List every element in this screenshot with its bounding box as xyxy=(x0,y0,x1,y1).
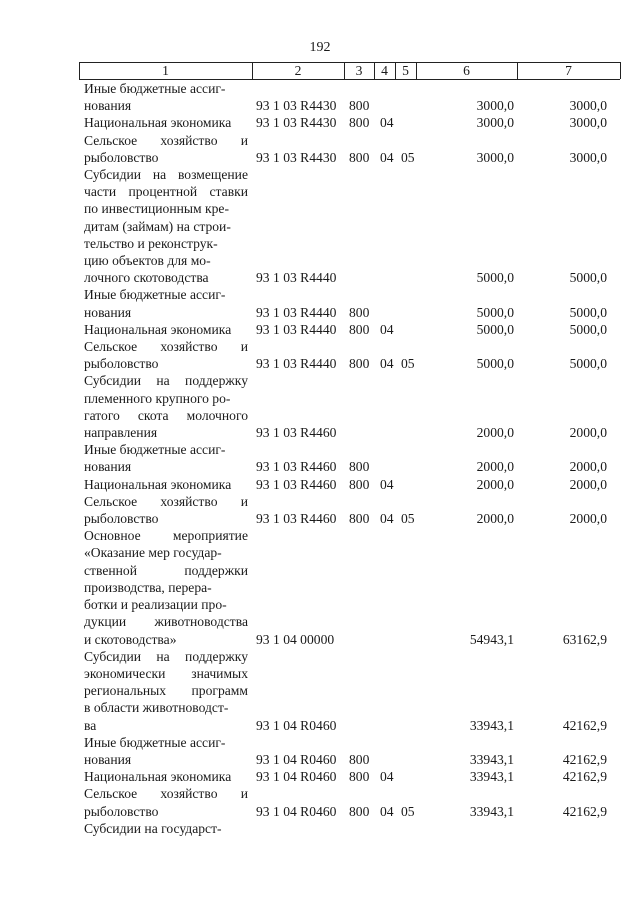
table-header xyxy=(79,62,620,79)
row-value-2019: 3000,0 xyxy=(476,98,514,114)
row-value-2019: 2000,0 xyxy=(476,476,514,492)
table-row xyxy=(0,441,640,475)
row-value-2019: 2000,0 xyxy=(476,425,514,441)
row-name-line: Субсидии на государст- xyxy=(84,820,222,836)
row-value-2019: 5000,0 xyxy=(476,270,514,286)
row-value-2019: 5000,0 xyxy=(476,304,514,320)
row-col-3: 800 xyxy=(349,459,370,475)
row-name-line: Сельское хозяйство и xyxy=(84,786,248,802)
header-col-6: 6 xyxy=(463,63,470,78)
row-name xyxy=(84,768,248,785)
row-name-line: Иные бюджетные ассиг- xyxy=(84,734,226,750)
table-row xyxy=(0,785,640,819)
row-col-3: 800 xyxy=(349,356,370,372)
row-code: 93 1 03 R4430 xyxy=(256,98,337,114)
row-name-line: ботки и реализации про- xyxy=(84,597,227,613)
row-value-2020: 42162,9 xyxy=(562,769,607,785)
row-code: 93 1 04 00000 xyxy=(256,631,335,647)
row-col-3: 800 xyxy=(349,751,370,767)
table-row xyxy=(0,734,640,768)
row-name-line: Иные бюджетные ассиг- xyxy=(84,287,226,303)
row-value-2019: 2000,0 xyxy=(476,459,514,475)
row-name-line: ва xyxy=(84,717,97,733)
row-name xyxy=(84,493,248,527)
table-row xyxy=(0,132,640,166)
row-col-3: 800 xyxy=(349,149,370,165)
row-col-3: 800 xyxy=(349,511,370,527)
row-name xyxy=(84,338,248,372)
row-code: 93 1 03 R4430 xyxy=(256,149,337,165)
row-code: 93 1 03 R4440 xyxy=(256,304,337,320)
row-name-line: нования xyxy=(84,751,132,767)
row-name xyxy=(84,476,248,493)
row-col-4: 04 xyxy=(380,803,394,819)
row-value-2020: 2000,0 xyxy=(569,476,607,492)
header-col-1: 1 xyxy=(162,63,169,78)
table-row xyxy=(0,527,640,647)
row-value-2020: 2000,0 xyxy=(569,459,607,475)
table-row xyxy=(0,768,640,785)
row-value-2019: 5000,0 xyxy=(476,321,514,337)
row-name xyxy=(84,820,248,837)
table-row xyxy=(0,286,640,320)
row-code: 93 1 03 R4460 xyxy=(256,511,337,527)
row-col-5: 05 xyxy=(401,356,415,372)
row-col-3: 800 xyxy=(349,476,370,492)
row-name xyxy=(84,441,248,475)
row-name-line: дитам (займам) на строи- xyxy=(84,218,231,234)
row-code: 93 1 04 R0460 xyxy=(256,717,337,733)
row-name-line: Национальная экономика xyxy=(84,769,232,785)
row-code: 93 1 03 R4460 xyxy=(256,476,337,492)
row-name-line: и скотоводства» xyxy=(84,631,177,647)
page-number: 192 xyxy=(309,40,331,55)
row-name-line: Иные бюджетные ассиг- xyxy=(84,81,226,96)
row-value-2020: 42162,9 xyxy=(562,751,607,767)
row-name-line: Национальная экономика xyxy=(84,321,232,337)
row-name-line: части процентной ставки xyxy=(84,184,248,200)
row-code: 93 1 03 R4460 xyxy=(256,425,337,441)
row-name-line: племенного крупного ро- xyxy=(84,390,231,406)
row-col-4: 04 xyxy=(380,321,394,337)
row-col-3: 800 xyxy=(349,321,370,337)
row-name-line: Иные бюджетные ассиг- xyxy=(84,442,226,458)
row-name-line: Национальная экономика xyxy=(84,476,232,492)
header-col-5: 5 xyxy=(402,63,409,78)
row-name-line: Субсидии на поддержку xyxy=(84,373,248,389)
header-col-4: 4 xyxy=(381,63,388,78)
row-value-2020: 63162,9 xyxy=(562,631,607,647)
table-row xyxy=(0,493,640,527)
row-name-line: Субсидии на возмещение xyxy=(84,167,248,183)
row-name-line: «Оказание мер государ- xyxy=(84,545,222,561)
header-col-3: 3 xyxy=(355,63,363,78)
row-name-line: рыболовство xyxy=(84,149,159,165)
table-row xyxy=(0,476,640,493)
row-name-line: экономически значимых xyxy=(84,665,248,681)
row-col-5: 05 xyxy=(401,803,415,819)
row-name-line: гатого скота молочного xyxy=(84,407,248,423)
row-col-3: 800 xyxy=(349,115,370,131)
row-value-2019: 54943,1 xyxy=(469,631,514,647)
row-col-3: 800 xyxy=(349,769,370,785)
row-value-2019: 33943,1 xyxy=(469,769,514,785)
row-name xyxy=(84,527,248,647)
row-name-line: рыболовство xyxy=(84,511,159,527)
row-value-2019: 3000,0 xyxy=(476,149,514,165)
row-code: 93 1 03 R4460 xyxy=(256,459,337,475)
row-col-3: 800 xyxy=(349,98,370,114)
row-name-line: направления xyxy=(84,425,158,441)
row-col-5: 05 xyxy=(401,511,415,527)
row-name-line: региональных программ xyxy=(84,683,248,699)
row-value-2020: 3000,0 xyxy=(569,149,607,165)
table-body xyxy=(0,80,640,837)
row-value-2019: 2000,0 xyxy=(476,511,514,527)
row-value-2020: 42162,9 xyxy=(562,717,607,733)
row-code: 93 1 03 R4440 xyxy=(256,270,337,286)
row-name xyxy=(84,114,248,131)
row-value-2020: 5000,0 xyxy=(569,304,607,320)
table-row xyxy=(0,338,640,372)
row-name-line: цию объектов для мо- xyxy=(84,253,211,269)
row-code: 93 1 03 R4430 xyxy=(256,115,337,131)
row-code: 93 1 04 R0460 xyxy=(256,769,337,785)
row-code: 93 1 04 R0460 xyxy=(256,803,337,819)
row-name xyxy=(84,734,248,768)
row-name xyxy=(84,286,248,320)
row-name xyxy=(84,648,248,734)
row-col-4: 04 xyxy=(380,356,394,372)
row-value-2020: 2000,0 xyxy=(569,425,607,441)
row-code: 93 1 03 R4440 xyxy=(256,321,337,337)
row-name-line: по инвестиционным кре- xyxy=(84,201,229,217)
row-name-line: лочного скотоводства xyxy=(84,270,209,286)
row-name-line: дукции животноводства xyxy=(84,614,248,630)
row-col-4: 04 xyxy=(380,511,394,527)
row-code: 93 1 03 R4440 xyxy=(256,356,337,372)
row-code: 93 1 04 R0460 xyxy=(256,751,337,767)
row-name-line: нования xyxy=(84,459,132,475)
table-row xyxy=(0,372,640,441)
row-value-2020: 5000,0 xyxy=(569,270,607,286)
row-name xyxy=(84,132,248,166)
row-value-2020: 42162,9 xyxy=(562,803,607,819)
row-name-line: ственной поддержки xyxy=(84,562,248,578)
row-col-4: 04 xyxy=(380,769,394,785)
row-name-line: производства, перера- xyxy=(84,579,212,595)
table-row xyxy=(0,166,640,286)
row-name-line: в области животноводст- xyxy=(84,700,229,716)
row-col-4: 04 xyxy=(380,149,394,165)
header-col-2: 2 xyxy=(294,63,302,78)
row-name-line: Основное мероприятие xyxy=(84,528,248,544)
row-value-2019: 5000,0 xyxy=(476,356,514,372)
row-name-line: нования xyxy=(84,304,132,320)
row-value-2020: 3000,0 xyxy=(569,98,607,114)
row-col-4: 04 xyxy=(380,476,394,492)
row-value-2019: 3000,0 xyxy=(476,115,514,131)
table-row xyxy=(0,820,640,837)
row-name-line: Сельское хозяйство и xyxy=(84,132,248,148)
row-name-line: Сельское хозяйство и xyxy=(84,493,248,509)
row-name xyxy=(84,321,248,338)
row-col-4: 04 xyxy=(380,115,394,131)
row-col-5: 05 xyxy=(401,149,415,165)
table-row xyxy=(0,648,640,734)
row-col-3: 800 xyxy=(349,803,370,819)
header-col-7: 7 xyxy=(565,63,572,78)
row-name-line: тельство и реконструк- xyxy=(84,235,218,251)
row-value-2020: 5000,0 xyxy=(569,356,607,372)
row-name-line: нования xyxy=(84,98,132,114)
row-name-line: Сельское хозяйство и xyxy=(84,339,248,355)
row-value-2019: 33943,1 xyxy=(469,717,514,733)
row-name-line: Национальная экономика xyxy=(84,115,232,131)
row-name-line: рыболовство xyxy=(84,356,159,372)
row-name xyxy=(84,80,248,114)
table-row xyxy=(0,80,640,114)
row-name xyxy=(84,166,248,286)
row-name-line: Субсидии на поддержку xyxy=(84,648,248,664)
row-value-2020: 3000,0 xyxy=(569,115,607,131)
table-row xyxy=(0,114,640,131)
row-value-2020: 5000,0 xyxy=(569,321,607,337)
row-name xyxy=(84,785,248,819)
row-name xyxy=(84,372,248,441)
row-value-2019: 33943,1 xyxy=(469,751,514,767)
row-value-2020: 2000,0 xyxy=(569,511,607,527)
row-value-2019: 33943,1 xyxy=(469,803,514,819)
row-name-line: рыболовство xyxy=(84,803,159,819)
row-col-3: 800 xyxy=(349,304,370,320)
table-row xyxy=(0,321,640,338)
